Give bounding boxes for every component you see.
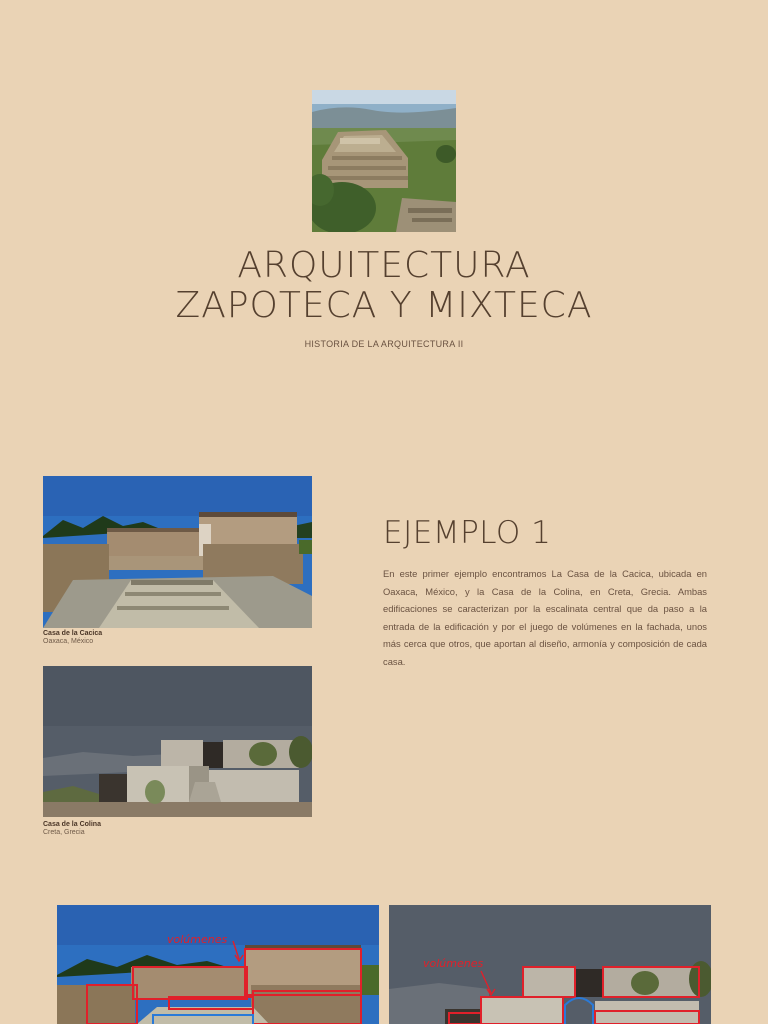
example-body: En este primer ejemplo encontramos La Casa de la Cacica, ubicada en Oaxaca, México, y la Casa de la Colina, en Creta, Grecia. Ambas edificaciones se caracterizan por la escalinata central que da paso a la entrada de la edificación y por el juego de volúmenes en la fachada, unos más cerca que otros, que aportan al diseño, armonía y composición de cada casa. [383,568,707,667]
photo-casa-de-la-cacica [43,476,312,628]
photo-caption-name: Casa de la Colina [43,821,101,828]
annotation-label: volúmenes [167,933,228,946]
photo-caption-1 [43,630,102,646]
photo-caption-location: Oaxaca, México [43,638,94,645]
photo-caption-name: Casa de la Cacica [43,630,103,637]
example-title: EJEMPLO 1 [383,515,552,551]
annotated-photo-casa-de-la-cacica [57,905,379,1024]
annotation-label: volúmenes [423,957,484,970]
photo-caption-location: Creta, Grecia [43,829,85,836]
title-line-2: ZAPOTECA Y MIXTECA [175,285,593,326]
page-subtitle: HISTORIA DE LA ARQUITECTURA II [304,339,464,349]
annotated-photo-casa-de-la-colina [389,905,711,1024]
photo-caption-2 [43,821,101,837]
page-title [0,246,768,326]
photo-casa-de-la-colina [43,666,312,817]
hero-photo-monte-alban [312,90,456,232]
title-line-1: ARQUITECTURA [237,245,531,286]
